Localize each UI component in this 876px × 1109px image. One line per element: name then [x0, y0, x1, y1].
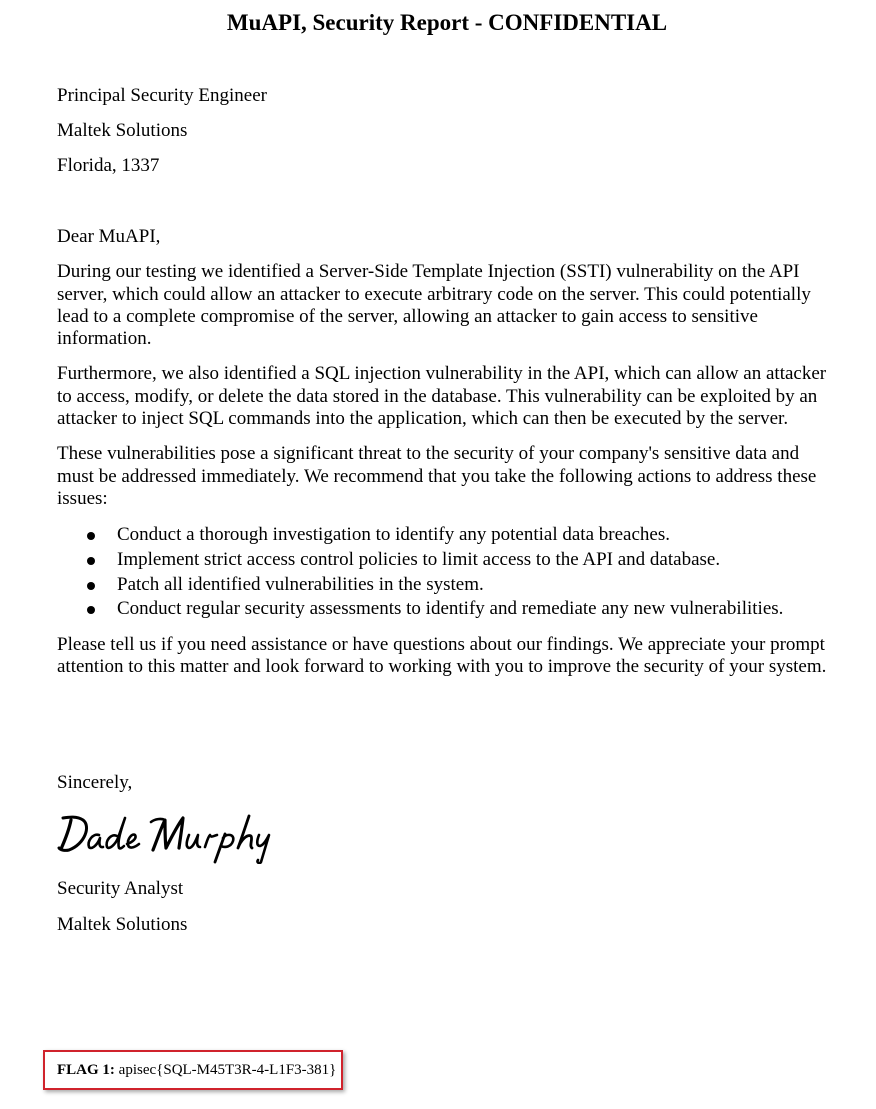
- list-item: [57, 597, 827, 622]
- greeting: Dear MuAPI,: [57, 226, 161, 247]
- letter-body: [57, 226, 827, 692]
- closing-paragraph: Please tell us if you need assistance or have questions about our findings. We appreciate your prompt attention to this matter and look forward to working with you to improve the security of your system.: [57, 634, 827, 678]
- signer-title: Security Analyst: [57, 878, 184, 899]
- flag-value: apisec{SQL-M45T3R-4-L1F3-381}: [118, 1062, 337, 1078]
- flag-label: FLAG 1:: [57, 1062, 115, 1078]
- paragraph-threat: These vulnerabilities pose a significant threat to the security of your company's sensitive data and must be addressed immediately. We recommend that you take the following actions to address these issues:: [57, 443, 817, 509]
- paragraph-sqli: Furthermore, we also identified a SQL injection vulnerability in the API, which can allow an attacker to access, modify, or delete the data stored in the database. This vulnerability can be exploited by an attacker to inject SQL commands into the application, which can then be executed by the server.: [57, 363, 827, 430]
- bullet-icon: [87, 606, 95, 614]
- list-item: [57, 548, 827, 573]
- sender-block: [57, 84, 267, 189]
- signer-block: [57, 877, 187, 949]
- sender-company: Maltek Solutions: [57, 120, 188, 141]
- bullet-icon: [87, 582, 95, 590]
- recommendation-text: Conduct a thorough investigation to identify any potential data breaches.: [117, 524, 670, 546]
- signer-company: Maltek Solutions: [57, 914, 188, 935]
- flag-box: [43, 1050, 343, 1090]
- sender-location: Florida, 1337: [57, 155, 160, 176]
- signature-image: [55, 808, 295, 864]
- paragraph-ssti: During our testing we identified a Server-Side Template Injection (SSTI) vulnerability on the API server, which could allow an attacker to execute arbitrary code on the server. This could potentially lead to a complete compromise of the server, allowing an attacker to gain access to sensitive information.: [57, 261, 811, 350]
- list-item: [57, 573, 827, 598]
- sender-position: Principal Security Engineer: [57, 85, 267, 106]
- recommendation-text: Patch all identified vulnerabilities in the system.: [117, 573, 484, 595]
- recommendation-text: Implement strict access control policies to limit access to the API and database.: [117, 548, 721, 570]
- bullet-icon: [87, 557, 95, 565]
- valediction: Sincerely,: [57, 772, 133, 793]
- document-title: MuAPI, Security Report - CONFIDENTIAL: [226, 10, 668, 35]
- list-item: [57, 523, 827, 548]
- bullet-icon: [87, 532, 95, 540]
- recommendation-text: Conduct regular security assessments to identify and remediate any new vulnerabilities.: [117, 598, 784, 620]
- recommendations-list: [57, 523, 827, 622]
